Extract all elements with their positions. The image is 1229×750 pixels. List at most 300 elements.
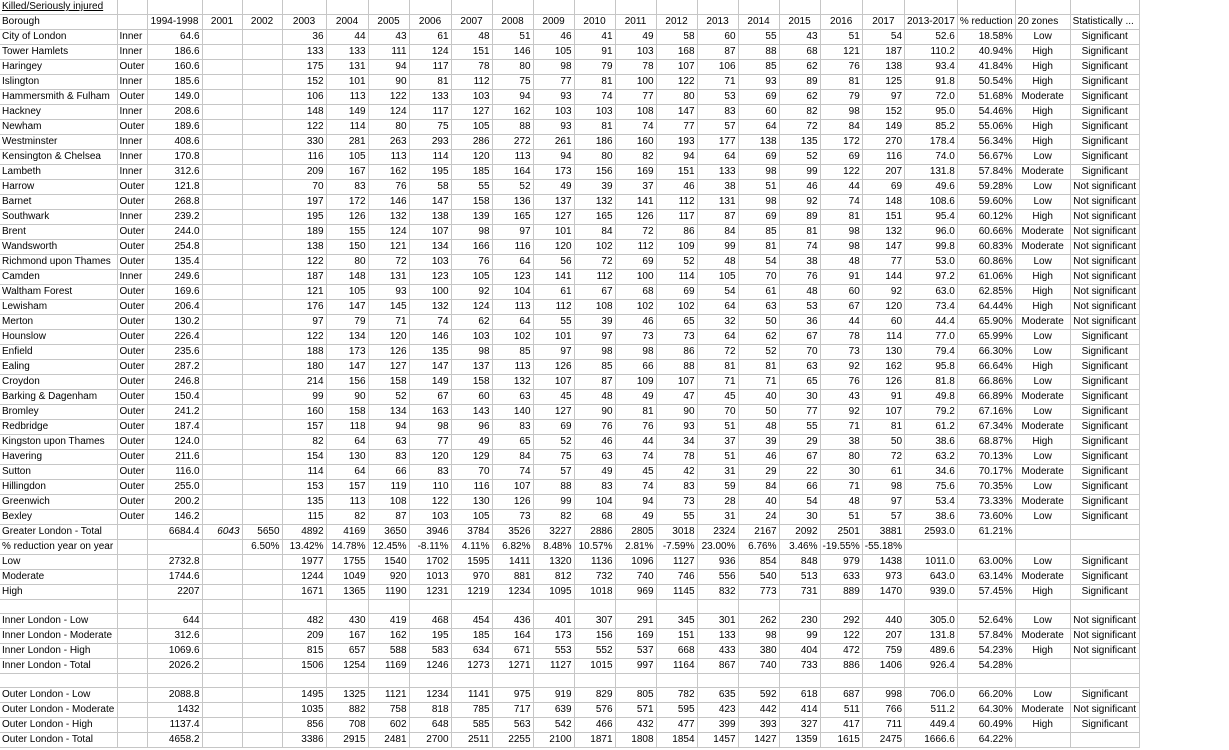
table-cell[interactable]: Inner [117, 165, 147, 180]
table-cell[interactable]: 127 [368, 360, 409, 375]
table-cell[interactable]: 131 [697, 195, 738, 210]
table-cell[interactable]: 2255 [492, 733, 533, 748]
table-cell[interactable]: 117 [409, 60, 451, 75]
table-cell[interactable]: -7.59% [656, 540, 697, 555]
table-cell[interactable]: 79.4 [905, 345, 958, 360]
table-cell[interactable]: 489.6 [905, 644, 958, 659]
table-cell[interactable]: 150.4 [147, 390, 202, 405]
table-cell[interactable]: 648 [409, 718, 451, 733]
table-cell[interactable]: 76 [574, 420, 615, 435]
row-label-cell[interactable]: Havering [0, 450, 117, 465]
table-cell[interactable]: 54 [862, 30, 904, 45]
table-cell[interactable]: 105 [697, 270, 738, 285]
table-cell[interactable]: 131 [368, 270, 409, 285]
table-cell[interactable]: Not significant [1070, 180, 1139, 195]
table-cell[interactable]: 114 [656, 270, 697, 285]
table-cell[interactable]: 121 [282, 285, 326, 300]
table-cell[interactable]: 147 [862, 240, 904, 255]
table-cell[interactable]: 583 [409, 644, 451, 659]
table-cell[interactable]: 52.64% [957, 614, 1015, 629]
table-cell[interactable]: Inner [117, 210, 147, 225]
table-cell[interactable]: 158 [451, 195, 492, 210]
table-cell[interactable]: Low [1015, 375, 1070, 390]
table-cell[interactable]: 740 [738, 659, 779, 674]
table-cell[interactable]: 61 [738, 285, 779, 300]
row-label-cell[interactable]: Harrow [0, 180, 117, 195]
table-cell[interactable]: 80 [326, 255, 368, 270]
table-cell[interactable]: 812 [533, 570, 574, 585]
table-cell[interactable]: 401 [533, 614, 574, 629]
table-cell[interactable]: 114 [282, 465, 326, 480]
table-cell[interactable]: 66.20% [957, 688, 1015, 703]
table-cell[interactable]: 131.8 [905, 629, 958, 644]
table-cell[interactable]: 135 [409, 345, 451, 360]
table-cell[interactable]: 101 [533, 330, 574, 345]
table-cell[interactable]: 193 [656, 135, 697, 150]
table-cell[interactable]: 158 [451, 375, 492, 390]
table-cell[interactable] [738, 674, 779, 688]
table-cell[interactable]: 160 [615, 135, 656, 150]
table-cell[interactable]: 41.84% [957, 60, 1015, 75]
header-cell[interactable]: 2011 [615, 15, 656, 30]
table-cell[interactable]: 602 [368, 718, 409, 733]
table-cell[interactable]: 71 [738, 375, 779, 390]
table-cell[interactable]: 112 [615, 240, 656, 255]
table-cell[interactable]: 121.8 [147, 180, 202, 195]
table-cell[interactable]: 84 [820, 120, 862, 135]
table-cell[interactable]: 979 [820, 555, 862, 570]
table-cell[interactable]: 94 [615, 495, 656, 510]
table-cell[interactable]: 94 [533, 150, 574, 165]
table-cell[interactable]: 122 [282, 330, 326, 345]
table-cell[interactable] [202, 315, 242, 330]
table-cell[interactable]: 399 [697, 718, 738, 733]
table-cell[interactable]: 102 [574, 240, 615, 255]
table-cell[interactable]: 130.2 [147, 315, 202, 330]
table-cell[interactable]: 123 [492, 270, 533, 285]
table-cell[interactable]: 66.86% [957, 375, 1015, 390]
table-cell[interactable]: 50 [862, 435, 904, 450]
table-cell[interactable]: 1011.0 [905, 555, 958, 570]
table-cell[interactable]: 268.8 [147, 195, 202, 210]
table-cell[interactable]: Low [1015, 510, 1070, 525]
table-cell[interactable]: 81 [862, 420, 904, 435]
table-cell[interactable]: 49 [451, 435, 492, 450]
table-cell[interactable]: 95.8 [905, 360, 958, 375]
table-cell[interactable]: 1406 [862, 659, 904, 674]
table-cell[interactable]: 81 [779, 225, 820, 240]
table-cell[interactable]: Significant [1070, 330, 1139, 345]
table-cell[interactable]: 81 [820, 75, 862, 90]
table-cell[interactable]: 14.78% [326, 540, 368, 555]
table-cell[interactable]: Outer [117, 345, 147, 360]
row-label-cell[interactable]: Kensington & Chelsea [0, 150, 117, 165]
table-cell[interactable]: Low [1015, 150, 1070, 165]
table-cell[interactable]: Significant [1070, 570, 1139, 585]
table-cell[interactable] [202, 495, 242, 510]
table-cell[interactable]: 100 [409, 285, 451, 300]
table-cell[interactable]: 98 [820, 105, 862, 120]
table-cell[interactable]: 65 [779, 375, 820, 390]
table-cell[interactable]: 230 [779, 614, 820, 629]
table-cell[interactable]: High [1015, 644, 1070, 659]
table-cell[interactable]: 38.6 [905, 510, 958, 525]
table-cell[interactable]: 80 [656, 90, 697, 105]
table-cell[interactable]: 64.30% [957, 703, 1015, 718]
table-cell[interactable]: Low [1015, 30, 1070, 45]
table-cell[interactable]: 122 [282, 255, 326, 270]
table-cell[interactable] [242, 510, 282, 525]
table-cell[interactable]: 113 [492, 300, 533, 315]
table-cell[interactable]: Significant [1070, 120, 1139, 135]
table-cell[interactable]: Outer [117, 495, 147, 510]
table-cell[interactable] [1070, 674, 1139, 688]
table-cell[interactable] [492, 674, 533, 688]
table-cell[interactable]: 112 [533, 300, 574, 315]
table-cell[interactable]: 143 [451, 405, 492, 420]
table-cell[interactable]: High [1015, 75, 1070, 90]
table-cell[interactable]: 49.6 [905, 180, 958, 195]
table-cell[interactable]: 98 [574, 345, 615, 360]
table-cell[interactable] [202, 659, 242, 674]
table-cell[interactable]: 2207 [147, 585, 202, 600]
table-cell[interactable]: 588 [368, 644, 409, 659]
table-cell[interactable]: 72 [697, 345, 738, 360]
table-cell[interactable] [242, 195, 282, 210]
table-cell[interactable] [779, 674, 820, 688]
table-cell[interactable]: 36 [779, 315, 820, 330]
table-cell[interactable]: 73 [656, 330, 697, 345]
table-cell[interactable]: 29 [779, 435, 820, 450]
empty-cell[interactable] [738, 0, 779, 15]
table-cell[interactable]: 55 [533, 315, 574, 330]
table-cell[interactable] [242, 135, 282, 150]
table-cell[interactable]: 102 [492, 330, 533, 345]
table-cell[interactable]: 84 [697, 225, 738, 240]
table-cell[interactable]: 168 [656, 45, 697, 60]
table-cell[interactable]: 83 [492, 420, 533, 435]
table-cell[interactable]: Outer [117, 315, 147, 330]
table-cell[interactable] [202, 405, 242, 420]
table-cell[interactable]: 72 [574, 255, 615, 270]
table-cell[interactable]: 164 [492, 165, 533, 180]
table-cell[interactable]: 61.06% [957, 270, 1015, 285]
table-cell[interactable] [656, 674, 697, 688]
table-cell[interactable]: 76 [779, 270, 820, 285]
table-cell[interactable]: 162 [492, 105, 533, 120]
table-cell[interactable] [242, 644, 282, 659]
table-cell[interactable]: 758 [368, 703, 409, 718]
table-cell[interactable]: 74 [409, 315, 451, 330]
table-cell[interactable]: 44 [820, 315, 862, 330]
table-cell[interactable]: 131 [326, 60, 368, 75]
table-cell[interactable]: 634 [451, 644, 492, 659]
table-cell[interactable] [242, 90, 282, 105]
table-cell[interactable]: 155 [326, 225, 368, 240]
table-cell[interactable]: 167 [326, 629, 368, 644]
table-cell[interactable]: High [1015, 45, 1070, 60]
table-cell[interactable]: 71 [820, 420, 862, 435]
table-cell[interactable]: 73 [820, 345, 862, 360]
table-cell[interactable] [242, 225, 282, 240]
table-cell[interactable]: 207 [862, 165, 904, 180]
table-cell[interactable]: 57.84% [957, 629, 1015, 644]
table-cell[interactable]: 173 [533, 165, 574, 180]
table-cell[interactable]: 30 [779, 390, 820, 405]
table-cell[interactable] [242, 420, 282, 435]
table-cell[interactable]: 312.6 [147, 629, 202, 644]
table-cell[interactable] [242, 570, 282, 585]
header-cell[interactable]: 2003 [282, 15, 326, 30]
table-cell[interactable]: 45 [615, 465, 656, 480]
table-cell[interactable]: 440 [862, 614, 904, 629]
table-cell[interactable]: 156 [574, 165, 615, 180]
table-cell[interactable]: 1169 [368, 659, 409, 674]
table-cell[interactable]: 69 [738, 210, 779, 225]
table-cell[interactable]: 553 [533, 644, 574, 659]
header-cell[interactable]: 2006 [409, 15, 451, 30]
table-cell[interactable] [117, 540, 147, 555]
table-cell[interactable]: Significant [1070, 480, 1139, 495]
table-cell[interactable] [202, 390, 242, 405]
table-cell[interactable]: 140 [492, 405, 533, 420]
table-cell[interactable]: 48 [820, 495, 862, 510]
table-cell[interactable]: 380 [738, 644, 779, 659]
table-cell[interactable]: Significant [1070, 345, 1139, 360]
table-cell[interactable]: 66.89% [957, 390, 1015, 405]
table-cell[interactable]: 68 [615, 285, 656, 300]
table-cell[interactable]: 187.4 [147, 420, 202, 435]
table-cell[interactable] [574, 600, 615, 614]
table-cell[interactable]: 175 [282, 60, 326, 75]
table-cell[interactable]: 49 [533, 180, 574, 195]
table-cell[interactable] [242, 345, 282, 360]
table-cell[interactable]: 98 [738, 195, 779, 210]
table-cell[interactable]: 73 [656, 495, 697, 510]
table-cell[interactable]: Moderate [1015, 495, 1070, 510]
table-cell[interactable]: 2501 [820, 525, 862, 540]
table-cell[interactable]: 327 [779, 718, 820, 733]
table-cell[interactable]: 1325 [326, 688, 368, 703]
table-cell[interactable]: 63.0 [905, 285, 958, 300]
table-cell[interactable] [615, 600, 656, 614]
table-cell[interactable] [492, 600, 533, 614]
table-cell[interactable]: 66 [368, 465, 409, 480]
table-cell[interactable]: High [1015, 60, 1070, 75]
table-cell[interactable] [202, 435, 242, 450]
table-cell[interactable]: 1121 [368, 688, 409, 703]
table-cell[interactable]: 10.57% [574, 540, 615, 555]
table-cell[interactable]: 157 [326, 480, 368, 495]
table-cell[interactable]: 1127 [533, 659, 574, 674]
table-cell[interactable]: 59.28% [957, 180, 1015, 195]
table-cell[interactable]: 103 [451, 90, 492, 105]
table-cell[interactable]: 65.90% [957, 315, 1015, 330]
table-cell[interactable]: 3.46% [779, 540, 820, 555]
table-cell[interactable]: 46 [574, 435, 615, 450]
table-cell[interactable] [242, 629, 282, 644]
table-cell[interactable]: 74 [779, 240, 820, 255]
table-cell[interactable]: -19.55% [820, 540, 862, 555]
table-cell[interactable]: 969 [615, 585, 656, 600]
header-cell[interactable]: 2001 [202, 15, 242, 30]
table-cell[interactable]: 552 [574, 644, 615, 659]
table-cell[interactable]: 126 [368, 345, 409, 360]
title-cell[interactable]: Killed/Seriously injured [0, 0, 117, 15]
table-cell[interactable]: Inner [117, 150, 147, 165]
table-cell[interactable]: 2481 [368, 733, 409, 748]
table-cell[interactable]: 81 [409, 75, 451, 90]
table-cell[interactable]: 2886 [574, 525, 615, 540]
header-cell[interactable] [117, 15, 147, 30]
table-cell[interactable]: 635 [697, 688, 738, 703]
row-label-cell[interactable]: Enfield [0, 345, 117, 360]
table-cell[interactable]: 1095 [533, 585, 574, 600]
table-cell[interactable]: 93 [656, 420, 697, 435]
row-label-cell[interactable]: Hounslow [0, 330, 117, 345]
table-cell[interactable]: 815 [282, 644, 326, 659]
table-cell[interactable]: 848 [779, 555, 820, 570]
table-cell[interactable]: 241.2 [147, 405, 202, 420]
table-cell[interactable]: 103 [533, 105, 574, 120]
table-cell[interactable] [820, 674, 862, 688]
table-cell[interactable]: 1495 [282, 688, 326, 703]
table-cell[interactable]: Low [1015, 450, 1070, 465]
header-cell[interactable]: Statistically ... [1070, 15, 1139, 30]
table-cell[interactable]: 867 [697, 659, 738, 674]
table-cell[interactable]: Outer [117, 450, 147, 465]
table-cell[interactable]: 1320 [533, 555, 574, 570]
table-cell[interactable] [242, 360, 282, 375]
table-cell[interactable]: 100 [615, 270, 656, 285]
table-cell[interactable]: 104 [492, 285, 533, 300]
table-cell[interactable]: 732 [574, 570, 615, 585]
table-cell[interactable] [202, 285, 242, 300]
table-cell[interactable]: 1164 [656, 659, 697, 674]
row-label-cell[interactable]: Brent [0, 225, 117, 240]
empty-cell[interactable] [533, 0, 574, 15]
table-cell[interactable]: 122 [820, 629, 862, 644]
table-cell[interactable]: 208.6 [147, 105, 202, 120]
table-cell[interactable]: 71 [368, 315, 409, 330]
table-cell[interactable]: 133 [697, 629, 738, 644]
table-cell[interactable] [242, 718, 282, 733]
table-cell[interactable]: 31 [697, 510, 738, 525]
table-cell[interactable] [202, 570, 242, 585]
table-cell[interactable]: 70 [451, 465, 492, 480]
empty-cell[interactable] [202, 0, 242, 15]
table-cell[interactable]: 263 [368, 135, 409, 150]
table-cell[interactable]: 63 [574, 450, 615, 465]
table-cell[interactable]: Low [1015, 195, 1070, 210]
table-cell[interactable]: 50 [738, 405, 779, 420]
table-cell[interactable] [147, 600, 202, 614]
table-cell[interactable]: 76 [368, 180, 409, 195]
table-cell[interactable]: 40 [738, 390, 779, 405]
table-cell[interactable]: 71 [697, 75, 738, 90]
table-cell[interactable] [242, 75, 282, 90]
table-cell[interactable]: 12.45% [368, 540, 409, 555]
table-cell[interactable]: 272 [492, 135, 533, 150]
table-cell[interactable]: 132 [492, 375, 533, 390]
table-cell[interactable]: 1671 [282, 585, 326, 600]
table-cell[interactable] [905, 540, 958, 555]
table-cell[interactable]: 146 [368, 195, 409, 210]
table-cell[interactable] [779, 600, 820, 614]
table-cell[interactable]: 84 [574, 225, 615, 240]
table-cell[interactable]: Not significant [1070, 255, 1139, 270]
table-cell[interactable]: 67 [574, 285, 615, 300]
table-cell[interactable] [574, 674, 615, 688]
header-cell[interactable]: 20 zones [1015, 15, 1070, 30]
table-cell[interactable] [242, 285, 282, 300]
table-cell[interactable] [957, 600, 1015, 614]
table-cell[interactable]: 72 [368, 255, 409, 270]
table-cell[interactable]: 48 [574, 390, 615, 405]
table-cell[interactable]: 67 [409, 390, 451, 405]
table-cell[interactable] [242, 703, 282, 718]
empty-cell[interactable] [615, 0, 656, 15]
table-cell[interactable]: 1702 [409, 555, 451, 570]
table-cell[interactable] [242, 315, 282, 330]
table-cell[interactable]: 118 [326, 420, 368, 435]
table-cell[interactable]: 162 [862, 360, 904, 375]
table-cell[interactable]: 122 [368, 90, 409, 105]
table-cell[interactable]: 104 [574, 495, 615, 510]
table-cell[interactable] [368, 674, 409, 688]
table-cell[interactable]: 132 [368, 210, 409, 225]
row-label-cell[interactable]: Barking & Dagenham [0, 390, 117, 405]
table-cell[interactable]: 60 [738, 105, 779, 120]
table-cell[interactable]: 147 [656, 105, 697, 120]
table-cell[interactable]: 246.8 [147, 375, 202, 390]
table-cell[interactable] [242, 210, 282, 225]
table-cell[interactable]: 122 [282, 120, 326, 135]
table-cell[interactable]: 3386 [282, 733, 326, 748]
table-cell[interactable]: 141 [533, 270, 574, 285]
table-cell[interactable]: 114 [409, 150, 451, 165]
table-cell[interactable]: 1977 [282, 555, 326, 570]
table-cell[interactable]: 687 [820, 688, 862, 703]
table-cell[interactable]: 97 [492, 225, 533, 240]
row-label-cell[interactable]: Inner London - Moderate [0, 629, 117, 644]
table-cell[interactable]: 90 [656, 405, 697, 420]
table-cell[interactable]: 51.68% [957, 90, 1015, 105]
table-cell[interactable]: 67.16% [957, 405, 1015, 420]
table-cell[interactable]: 22 [779, 465, 820, 480]
table-cell[interactable]: 52 [738, 345, 779, 360]
table-cell[interactable]: 120 [862, 300, 904, 315]
table-cell[interactable]: 939.0 [905, 585, 958, 600]
table-cell[interactable]: 926.4 [905, 659, 958, 674]
table-cell[interactable]: 73.33% [957, 495, 1015, 510]
table-cell[interactable]: 37 [615, 180, 656, 195]
table-cell[interactable]: 93 [738, 75, 779, 90]
table-cell[interactable]: 43 [368, 30, 409, 45]
table-cell[interactable]: 3227 [533, 525, 574, 540]
table-cell[interactable]: 2732.8 [147, 555, 202, 570]
header-cell[interactable]: 2013-2017 [905, 15, 958, 30]
table-cell[interactable]: 98 [451, 345, 492, 360]
table-cell[interactable] [202, 644, 242, 659]
table-cell[interactable] [117, 674, 147, 688]
table-cell[interactable]: 66.30% [957, 345, 1015, 360]
table-cell[interactable]: 1427 [738, 733, 779, 748]
table-cell[interactable]: Significant [1070, 375, 1139, 390]
table-cell[interactable]: 52 [368, 390, 409, 405]
table-cell[interactable]: 164 [492, 629, 533, 644]
table-cell[interactable]: 46 [533, 30, 574, 45]
